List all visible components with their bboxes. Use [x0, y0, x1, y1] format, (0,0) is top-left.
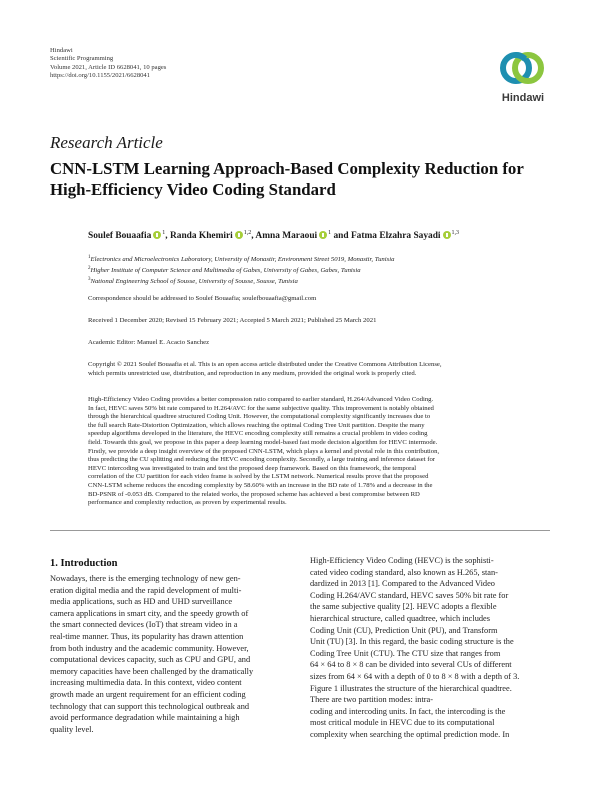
body-text-line: avoid performance degradation while maintaining a high — [50, 713, 240, 723]
affiliation-text: Electronics and Microelectronics Laboratory, University of Monastir, Environment Street 5019, Monastir, Tunisia — [90, 256, 395, 264]
abstract-line: through the hierarchical quadtree structured Coding Unit. However, the computational complexity significantly increases due to — [88, 413, 431, 421]
author-connector: and — [333, 231, 349, 242]
section-heading-introduction: 1. Introduction — [50, 558, 118, 569]
hindawi-logo-text: Hindawi — [501, 92, 545, 104]
author-affiliation-mark: 1,2 — [243, 230, 252, 236]
body-text-line: Coding H.264/AVC standard, HEVC saves 50% bit rate for — [310, 590, 509, 600]
abstract-line: thus predicting the CU splitting and reducing the HEVC encoding complexity. Secondly, a large training and inference dataset for — [88, 456, 436, 464]
author-name: Fatma Elzahra Sayadi — [350, 231, 441, 242]
body-text-line: dardized in 2013 [1]. Compared to the Advanced Video — [310, 579, 495, 589]
affiliation-mark: 3 — [88, 276, 91, 282]
author-name: Amna Maraoui — [255, 231, 318, 242]
author-affiliation-mark: 1,3 — [451, 230, 460, 236]
copyright-line: Copyright © 2021 Soulef Bouaafia et al. This is an open access article distributed under the Creative Commons Attribution License, — [88, 361, 442, 368]
orcid-icon[interactable] — [319, 231, 327, 239]
body-text-line: computational devices capacity, such as CPU and GPU, and — [50, 655, 251, 665]
affiliation-text: Higher Institute of Computer Science and Multimedia of Gabes, University of Gabes, Gabes, Tunisia — [90, 267, 361, 275]
body-text-line: technology that can support this technological outbreak and — [50, 701, 250, 711]
journal-info — [50, 47, 166, 81]
author-list: Soulef Bouaafia $^1$, Randa Khemiri $^{1,2}$, Amna Maraoui $^1$ and Fatma Elzahra Sayadi $^{1,3}$ — [88, 230, 460, 242]
affiliations — [88, 254, 550, 286]
body-text-line: cated video coding standard, also known as H.265, stan- — [310, 567, 498, 577]
body-text-line: camera applications in smart city, and the speedy growth of — [50, 608, 249, 618]
abstract-line: Firstly, we provide a deep insight overview of the proposed CNN-LSTM, which plays a kernel and pivotal role in this contribution, — [88, 447, 440, 455]
body-text-line: hierarchical structure, called quadtree, which includes — [310, 613, 491, 623]
academic-editor: Academic Editor: Manuel E. Acacio Sanchez — [88, 339, 210, 346]
body-text-line: growth made an urgent requirement for an efficient coding — [50, 689, 246, 699]
body-text-line: Nowadays, there is the emerging technology of new gen- — [50, 574, 241, 583]
body-text-line: complexity when searching the optimal prediction mode. In — [310, 729, 510, 739]
abstract-line: High-Efficiency Video Coding provides a better compression ratio compared to earlier standard, H.264/Advanced Video Coding. — [88, 396, 434, 403]
body-text-line: eration digital media and the rapid development of multi- — [50, 585, 242, 595]
doi-link[interactable]: https://doi.org/10.1155/2021/6628041 — [50, 72, 151, 80]
author-name: Randa Khemiri — [169, 231, 233, 242]
body-text-line: media applications, such as HD and UHD surveillance — [50, 597, 233, 607]
journal-name: Scientific Programming — [50, 55, 114, 63]
affiliation-line — [88, 254, 550, 265]
author-affiliation-mark: 1 — [328, 230, 332, 236]
body-text-line: Figure 1 illustrates the structure of the hierarchical quadtree. — [310, 683, 512, 693]
volume-line: Volume 2021, Article ID 6628041, 10 pages — [50, 63, 167, 71]
publication-dates: Received 1 December 2020; Revised 15 February 2021; Accepted 5 March 2021; Published 25 March 2021 — [88, 317, 377, 324]
body-text-line: Coding Tree Unit (CTU). The CTU size that ranges from — [310, 648, 501, 658]
body-text-line: High-Efficiency Video Coding (HEVC) is the sophisti- — [310, 556, 494, 565]
body-text-line: There are two partition modes: intra- — [310, 695, 434, 705]
body-text-line: from both industry and the academic community. However, — [50, 643, 249, 653]
body-column-left — [50, 573, 290, 735]
body-text-line: memory capacities have been challenged by the dramatically — [50, 666, 254, 676]
body-text-line: real-time manner. Thus, its popularity has drawn attention — [50, 631, 244, 641]
body-text-line: the same subjective quality [2]. HEVC adopts a flexible — [310, 602, 497, 612]
orcid-icon[interactable] — [153, 231, 161, 239]
body-text-line: Unit (TU) [3]. In this regard, the basic coding structure is the — [310, 637, 514, 647]
body-text-line: most critical module in HEVC due to its computational — [310, 718, 495, 728]
copyright-notice — [88, 361, 550, 378]
title-line: High-Efficiency Video Coding Standard — [50, 180, 336, 199]
body-text-line: the smart connected devices (IoT) that stream video in a — [50, 620, 238, 630]
abstract-line: CNN-LSTM scheme reduces the encoding complexity by 58.60% with an increase in the BD rate of 1.78% and a decrease in the — [88, 481, 433, 489]
abstract-line: HEVC intercoding was investigated to train and test the proposed deep framework. Based on this framework, the temporal — [88, 464, 417, 472]
affiliation-text: National Engineering School of Sousse, University of Sousse, Sousse, Tunisia — [90, 277, 298, 285]
affiliation-line — [88, 276, 550, 287]
abstract-line: performance and complexity reduction, as proven by experimental results. — [88, 499, 287, 507]
abstract-line: BD-PSNR of -0.053 dB. Compared to the related works, the proposed scheme has achieved a best compromise between RD — [88, 490, 420, 498]
author-affiliation-mark: 1 — [162, 230, 166, 236]
paper-title — [50, 158, 560, 200]
affiliation-mark: 1 — [88, 255, 91, 260]
article-type: Research Article — [50, 133, 163, 152]
affiliation-line — [88, 265, 550, 276]
body-column-right — [310, 555, 550, 741]
affiliation-mark: 2 — [88, 265, 91, 271]
abstract-line: field. Towards this goal, we propose in this paper a deep learning model-based fast mode decision algorithm for HEVC intermode. — [88, 438, 438, 446]
body-text-line: coding and intercoding units. In fact, the intercoding is the — [310, 706, 506, 716]
title-line: CNN-LSTM Learning Approach-Based Complexity Reduction for — [50, 159, 524, 178]
body-text-line: sizes from 64 × 64 with a depth of 0 to 8 × 8 with a depth of 3. — [310, 671, 520, 681]
abstract-line: In fact, HEVC saves 50% bit rate compared to H.264/AVC for the same subjective quality. This improvement is notably obtained — [88, 404, 434, 412]
abstract-line: the full search Rate-Distortion Optimization, which allows reaching the optimal Coding Tree Unit partition. Despite the many — [88, 421, 425, 429]
orcid-icon[interactable] — [443, 231, 451, 239]
body-text-line: quality level. — [50, 724, 94, 734]
author-name: Soulef Bouaafia — [88, 231, 152, 242]
body-text-line: Coding Unit (CU), Prediction Unit (PU), and Transform — [310, 625, 498, 635]
abstract-line: correlation of the CU partition for each video frame is solved by the LSTM network. Numerical results prove that the proposed — [88, 473, 429, 481]
section-divider — [50, 530, 550, 531]
publisher-name: Hindawi — [50, 47, 73, 54]
correspondence: Correspondence should be addressed to Soulef Bouaafia; soulefbouaafia@gmail.com — [88, 295, 317, 302]
abstract-line: speedup algorithms developed in the literature, the HEVC encoding complexity still remains a crucial problem in video coding — [88, 430, 428, 438]
abstract — [88, 396, 550, 508]
copyright-line: which permits unrestricted use, distribution, and reproduction in any medium, provided the original work is properly cited. — [88, 369, 417, 377]
orcid-icon[interactable] — [235, 231, 243, 239]
body-text-line: 64 × 64 to 8 × 8 can be divided into several CUs of different — [310, 660, 512, 670]
body-text-line: increasing multimedia data. In this context, video content — [50, 678, 242, 688]
